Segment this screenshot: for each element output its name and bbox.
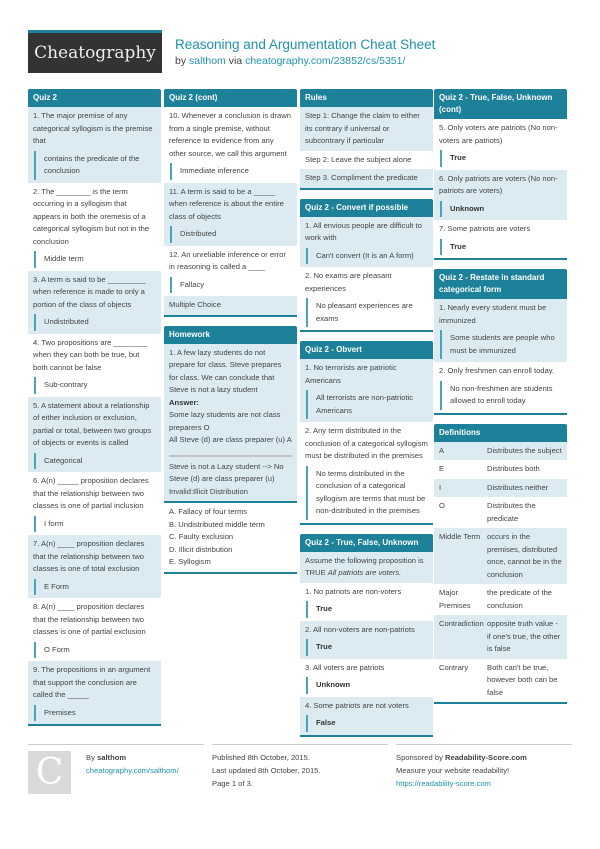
section-header: Quiz 2 - Restate in standard categorical form xyxy=(434,269,567,299)
definition: occurs in the premises, distributed once, cannot be in the conclusion xyxy=(487,532,562,579)
answer: Categorical xyxy=(34,453,156,470)
answer: True xyxy=(440,150,562,167)
term: Contrary xyxy=(439,662,469,672)
section-header: Homework xyxy=(164,326,297,344)
definition-row xyxy=(434,528,567,584)
question-text: 2. No exams are pleasant experiences xyxy=(305,271,392,293)
answer: Premises xyxy=(34,705,156,722)
answer: Some students are people who must be immunized xyxy=(440,330,562,359)
question-row xyxy=(28,183,161,271)
answer: True xyxy=(440,239,562,256)
definition: Distributes neither xyxy=(487,482,549,492)
sheet-url-link[interactable]: cheatography.com/23852/cs/5351/ xyxy=(245,55,406,67)
question-text: Multiple Choice xyxy=(169,300,221,309)
question-row xyxy=(28,472,161,535)
section-convert xyxy=(300,199,433,333)
sponsor-name: Readability-Score.com xyxy=(445,753,527,762)
question-text: 1. A few lazy students do not prepare for class. Steve prepares for class. We can conclude that Steve is not a lazy student xyxy=(169,347,282,394)
answer: E Form xyxy=(34,579,156,596)
definition: Distributes the predicate xyxy=(487,501,536,523)
section-rules xyxy=(300,89,433,190)
definition: Distributes the subject xyxy=(487,445,562,455)
homework-question xyxy=(164,344,297,502)
question-row xyxy=(164,246,297,297)
question-row xyxy=(434,170,567,221)
by-label: By xyxy=(86,753,95,762)
term: E xyxy=(439,464,445,473)
column-2 xyxy=(164,89,297,583)
question-text: Step 1: Change the claim to either its contrary if universal or subcontrary if particular xyxy=(305,111,420,145)
divider xyxy=(169,455,292,457)
question-row xyxy=(434,119,567,170)
question-text: 1. The major premise of any categorical syllogism is the premise that xyxy=(33,111,153,145)
section-header: Quiz 2 - Obvert xyxy=(300,341,433,359)
definition-row xyxy=(434,460,567,479)
question-row xyxy=(164,296,297,315)
question-text: 7. A(n) ____ proposition declares that the relationship between two classes is one of total exclusion xyxy=(33,539,145,573)
via-label: via xyxy=(228,55,243,67)
sponsored-label: Sponsored by xyxy=(396,753,443,762)
question-text: 3. A term is said to be _________ when reference is made to only a portion of the class of objects xyxy=(33,274,146,309)
question-text: 6. Only patriots are voters (No non-patriots are voters) xyxy=(439,173,558,195)
question-row xyxy=(164,183,297,246)
question-text: Step 3. Compliment the predicate xyxy=(305,173,418,182)
question-text: 4. Two propositions are ________ when they can both be true, but both cannot be false xyxy=(33,337,148,372)
question-row xyxy=(28,535,161,598)
question-row xyxy=(300,107,433,151)
question-text: 7. Some patriots are voters xyxy=(439,224,531,233)
answer: Immediate inference xyxy=(170,163,292,180)
answer: False xyxy=(306,715,428,732)
section-tfucont xyxy=(434,89,567,260)
footer-dates xyxy=(212,744,388,790)
section-header: Rules xyxy=(300,89,433,107)
sponsor-text: Measure your website readability! xyxy=(396,766,510,775)
question-row xyxy=(28,334,161,397)
answer: Sub-contrary xyxy=(34,377,156,394)
question-text: 2. Any term distributed in the conclusion of a categorical syllogism must be distributed in the premises xyxy=(305,426,428,460)
answer: Can't convert (It is an A form) xyxy=(306,248,428,265)
author-link[interactable]: salthom xyxy=(189,55,226,67)
section-tfu xyxy=(300,534,433,737)
option: B. Undistributed middle term xyxy=(169,519,265,529)
question-row xyxy=(300,217,433,268)
answer-line: All Steve (d) are class preparer (u) A xyxy=(169,435,292,444)
answer: contains the predicate of the conclusion xyxy=(34,151,156,180)
question-text: 1. No terrorists are patriotic Americans xyxy=(305,363,397,385)
definition-row xyxy=(434,615,567,659)
question-text: 2. Only freshmen can enroll today. xyxy=(439,366,555,375)
answer: Undistributed xyxy=(34,314,156,331)
question-text: 2. The ________ is the term occurring in a syllogism that appears in both the oremesis of a categorical syllogism but not in the conclusion xyxy=(33,186,150,246)
question-row xyxy=(300,267,433,330)
term: Middle Term xyxy=(439,532,481,541)
term: Major Premises xyxy=(439,588,471,610)
section-obvert xyxy=(300,341,433,525)
question-row xyxy=(28,598,161,661)
author-profile-link[interactable]: cheatography.com/salthom/ xyxy=(86,766,179,775)
question-row xyxy=(164,107,297,183)
option: C. Faulty exclusion xyxy=(169,532,234,541)
question-row xyxy=(300,169,433,188)
section-header: Definitions xyxy=(434,424,567,442)
question-text: 11. A term is said to be a _____ when reference is about the entire class of objects xyxy=(169,186,284,221)
page-title: Reasoning and Argumentation Cheat Sheet xyxy=(175,37,436,52)
question-text: 12. An unreliable inference or error in reasoning is called a ____ xyxy=(169,249,286,271)
question-row xyxy=(300,583,433,621)
published-date: Published 8th October, 2015. xyxy=(212,753,310,762)
question-row xyxy=(300,359,433,422)
intro-italic: All patriots are voters. xyxy=(327,568,402,577)
section-quiz2cont xyxy=(164,89,297,317)
answer: I form xyxy=(34,516,156,533)
answer: True xyxy=(306,601,428,618)
question-row xyxy=(300,422,433,523)
question-row xyxy=(28,397,161,473)
definition: the predicate of the conclusion xyxy=(487,588,553,610)
question-text: 10. Whenever a conclusion is drawn from a single premise, without reference to evidence from any other source, we call this argument xyxy=(169,111,291,158)
answer: Unknown xyxy=(440,201,562,218)
answer: All terrorists are non-patriotic Americans xyxy=(306,390,428,419)
definition-row xyxy=(434,442,567,461)
section-homework xyxy=(164,326,297,574)
question-text: 2. All non-voters are non-patriots xyxy=(305,624,415,634)
answer-line: Steve is not a Lazy student --> No Steve (d) are class preparer (u) xyxy=(169,461,284,483)
answer-line: Invalid:Illicit Distribution xyxy=(169,486,248,496)
question-row xyxy=(300,659,433,697)
question-text: 6. A(n) _____ proposition declares that the relationship between two classes is one of partial inclusion xyxy=(33,476,149,510)
question-text: Step 2: Leave the subject alone xyxy=(305,154,412,164)
question-text: 1. All envious people are difficult to work with xyxy=(305,220,422,242)
section-header: Quiz 2 (cont) xyxy=(164,89,297,107)
question-text: 1. No patriots are non-voters xyxy=(305,586,402,596)
intro-row xyxy=(300,552,433,583)
question-text: 5. A statement about a relationship of either inclusion or exclusion, partial or total, between two groups of objects or events is called xyxy=(33,400,152,447)
avatar: C xyxy=(28,751,71,794)
question-row xyxy=(300,621,433,659)
term: A xyxy=(439,445,445,455)
intro-text: Assume the following proposition is TRUE xyxy=(305,555,424,577)
answer: No pleasant experiences are exams xyxy=(306,298,428,327)
definition: opposite truth value - if one's true, the other is false xyxy=(487,619,561,653)
column-3 xyxy=(300,89,433,746)
definition-row xyxy=(434,659,567,703)
question-row xyxy=(434,220,567,258)
question-text: 1. Nearly every student must be immunized xyxy=(439,303,547,325)
answer: True xyxy=(306,639,428,656)
question-row xyxy=(300,151,433,170)
section-quiz2 xyxy=(28,89,161,726)
column-1 xyxy=(28,89,161,735)
author-name: salthom xyxy=(97,753,127,762)
question-text: 9. The propositions in an argument that support the conclusion are called the _____ xyxy=(33,665,151,699)
page-number: Page 1 of 3. xyxy=(212,779,253,788)
option: A. Fallacy of four terms xyxy=(169,507,248,516)
answer-line: Some lazy students are not class preparers O xyxy=(169,410,281,432)
sponsor-link[interactable]: https://readability-score.com xyxy=(396,779,491,788)
option: E. Syllogism xyxy=(169,557,211,566)
question-text: 3. All voters are patriots xyxy=(305,662,385,672)
footer-sponsor xyxy=(396,744,572,790)
question-row xyxy=(28,107,161,183)
term: Contradiction xyxy=(439,619,484,628)
section-restate xyxy=(434,269,567,415)
definition-row xyxy=(434,584,567,615)
question-text: 8. A(n) ____ proposition declares that the relationship between two classes is one of partial exclusion xyxy=(33,602,146,636)
answer: O Form xyxy=(34,642,156,659)
column-4 xyxy=(434,89,567,713)
question-text: 4. Some patriots are not voters xyxy=(305,700,409,710)
updated-date: Last updated 8th October, 2015. xyxy=(212,766,321,775)
question-row xyxy=(300,697,433,735)
section-header: Quiz 2 xyxy=(28,89,161,107)
answer: Unknown xyxy=(306,677,428,694)
by-label: by xyxy=(175,55,187,67)
answer: Fallacy xyxy=(170,277,292,294)
definition: Both can't be true, however both can be false xyxy=(487,662,558,697)
question-row xyxy=(434,362,567,413)
answer: No terms distributed in the conclusion of a categorical syllogism are terms that must be non-distributed in the premises xyxy=(306,466,428,520)
definition: Distributes both xyxy=(487,464,540,473)
section-header: Quiz 2 - Convert if possible xyxy=(300,199,433,217)
section-definitions xyxy=(434,424,567,705)
answer: Middle term xyxy=(34,251,156,268)
section-header: Quiz 2 - True, False, Unknown xyxy=(300,534,433,552)
term: I xyxy=(439,482,442,492)
section-header: Quiz 2 - True, False, Unknown (cont) xyxy=(434,89,567,119)
answer: Distributed xyxy=(170,226,292,243)
term: O xyxy=(439,501,445,510)
option: D. Illicit distribution xyxy=(169,544,233,554)
question-row xyxy=(434,299,567,362)
question-text: 5. Only voters are patriots (No non-voters are patriots) xyxy=(439,123,558,145)
question-row xyxy=(28,661,161,724)
definition-row xyxy=(434,497,567,528)
question-row xyxy=(28,271,161,334)
homework-options xyxy=(164,501,297,572)
answer-label: Answer: xyxy=(169,397,199,407)
answer: No non-freshmen are students allowed to enroll today xyxy=(440,381,562,410)
footer-author xyxy=(28,744,204,793)
cheatography-logo[interactable]: Cheatography xyxy=(28,30,162,73)
definition-row xyxy=(434,479,567,498)
byline xyxy=(175,55,405,67)
